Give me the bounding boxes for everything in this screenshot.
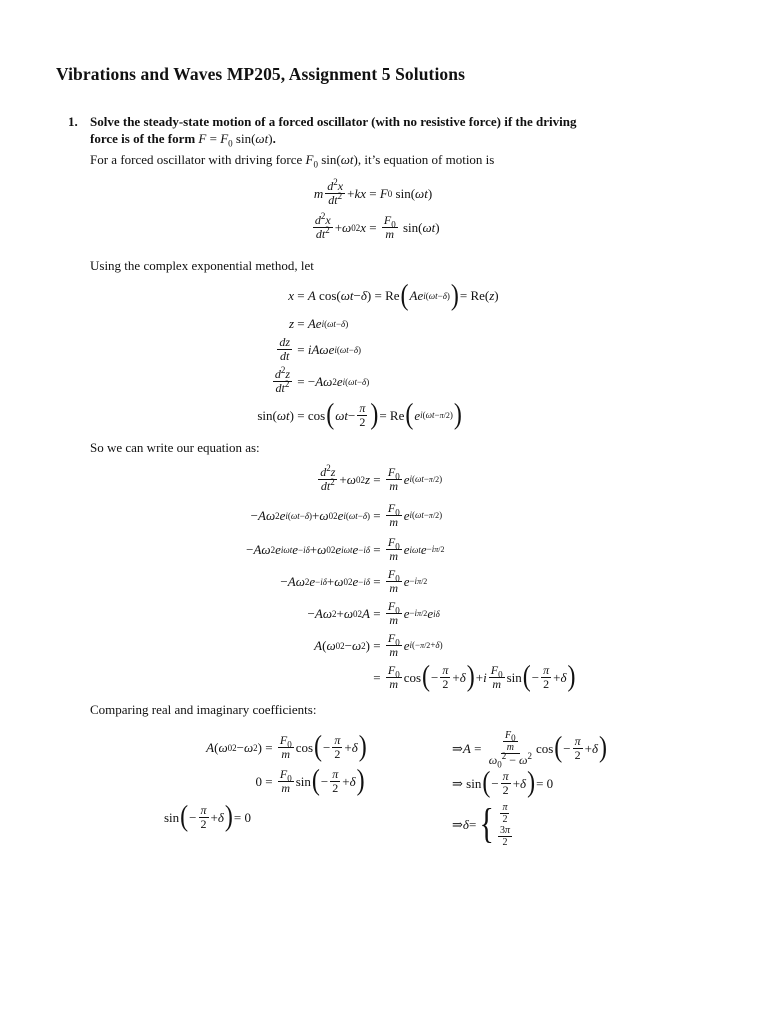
equation-motion-1: m $\frac{d^2x}{dt^2}$ + kx = F 0 sin( ωt ) — [313, 177, 433, 207]
equation-complex-3: $\frac{dz}{dt}$ = iAωe i(ωt−δ) — [279, 335, 361, 363]
equation-derive-5: − Aω 2 + ω 0 2 A = $\frac{F_0}{m}$ e −iπ/2 e iδ — [307, 599, 440, 627]
equation-derive-6: A ( ω 0 2 − ω 2 ) = $\frac{F_0}{m}$ e i(−π/2+δ) — [314, 631, 443, 659]
equation-compare-right-1: ⇒ A = $\frac{\frac{F_0}{m}}{\omega_0^2 - \omega^2}$ cos ( − $\frac{\pi}{2}$ + δ ) — [452, 730, 608, 770]
question-text-line-1: Solve the steady-state motion of a forced oscillator (with no resistive force) if the driving — [90, 114, 577, 129]
equation-compare-right-3: ⇒ δ = { $\frac{\pi}{2}$ $\frac{3\pi}{2}$ — [452, 801, 510, 848]
question-1 — [68, 113, 728, 147]
compare-paragraph: Comparing real and imaginary coefficients: — [90, 702, 317, 717]
equation-compare-left-1: A ( ω 0 2 − ω 2 ) = $\frac{F_0}{m}$ cos ( − $\frac{\pi}{2}$ + δ ) — [206, 730, 367, 764]
write-paragraph: So we can write our equation as: — [90, 440, 260, 455]
equation-complex-1: x = A cos( ωt − δ ) = Re ( Ae i(ωt−δ) ) = Re( z ) — [288, 279, 499, 312]
equation-compare-right-2: ⇒ sin ( − $\frac{\pi}{2}$ + δ ) = 0 — [452, 766, 554, 800]
equation-motion-2: $\frac{d^2x}{dt^2}$ + ω 0 2 x = $\frac{F_0}{m}$ sin( ωt ) — [314, 211, 440, 241]
equation-derive-7: = $\frac{F_0}{m}$ cos ( − $\frac{\pi}{2}$ + δ ) + i $\frac{F_0}{m}$ sin ( − $\frac{\pi}{2}$ + δ ) — [370, 660, 576, 694]
equation-complex-4: $\frac{d^2z}{dt^2}$ = − Aω 2 e i(ωt−δ) — [274, 365, 370, 395]
intro-paragraph: For a forced oscillator with driving force $F_0$ sin(ωt), it’s equation of motion is — [90, 152, 495, 170]
equation-complex-5: sin( ωt ) = cos ( ωt − $\frac{\pi}{2}$ ) = Re ( e i(ωt−π/2) ) — [257, 398, 462, 432]
question-text-line-2: force is of the form $F = F_0$ sin(ωt). — [90, 131, 276, 149]
equation-compare-left-3: sin ( − $\frac{\pi}{2}$ + δ ) = 0 — [164, 800, 252, 834]
page-title: Vibrations and Waves MP205, Assignment 5 Solutions — [56, 64, 466, 84]
equation-complex-2: z = Ae i(ωt−δ) — [288, 316, 349, 331]
equation-derive-2: − Aω 2 e i(ωt−δ) + ω 0 2 e i(ωt−δ) = $\frac{F_0}{m}$ e i(ωt−π/2) — [250, 501, 443, 529]
equation-derive-4: − Aω 2 e −iδ + ω 0 2 e −iδ = $\frac{F_0}{m}$ e −iπ/2 — [280, 567, 428, 595]
equation-compare-left-2: 0 = $\frac{F_0}{m}$ sin ( − $\frac{\pi}{2}$ + δ ) — [255, 764, 365, 798]
complex-method-paragraph: Using the complex exponential method, let — [90, 258, 314, 273]
question-number: 1. — [68, 114, 78, 129]
equation-derive-1: $\frac{d^2z}{dt^2}$ + ω 0 2 z = $\frac{F_0}{m}$ e i(ωt−π/2) — [320, 463, 443, 493]
equation-derive-3: − Aω 2 e iωt e −iδ + ω 0 2 e iωt e −iδ = $\frac{F_0}{m}$ e iωt e −iπ/2 — [246, 535, 445, 563]
